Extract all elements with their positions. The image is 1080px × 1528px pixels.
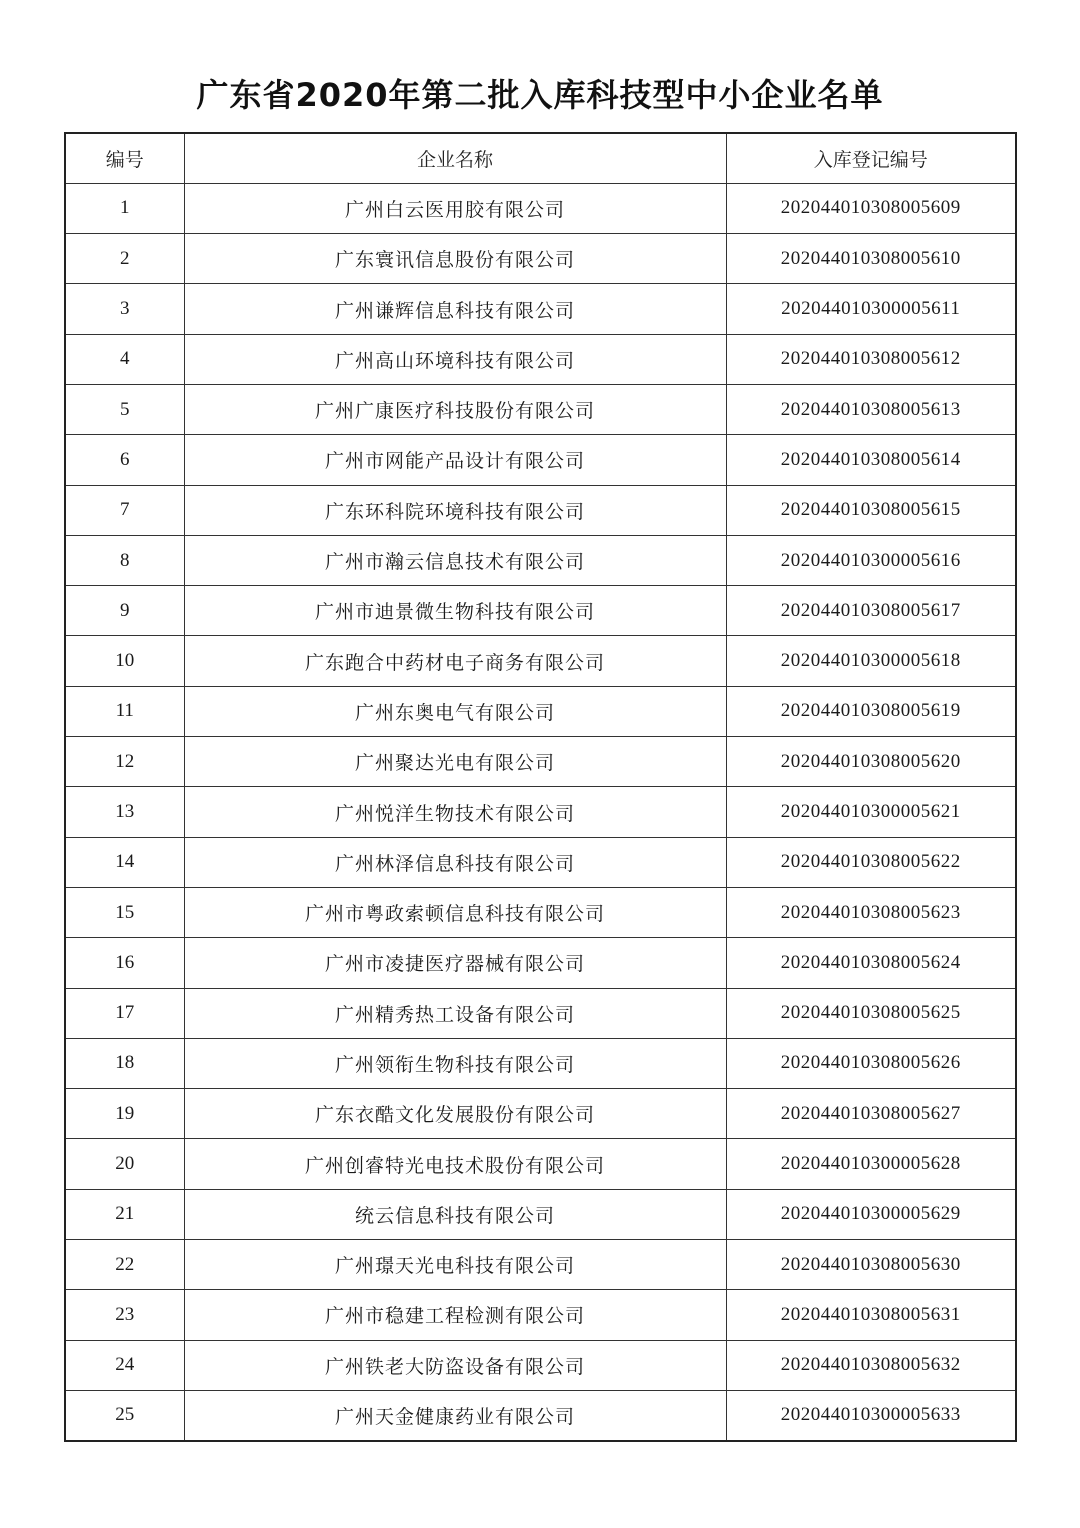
company-name: 广州铁老大防盗设备有限公司 [184, 1340, 726, 1390]
registration-number: 202044010308005624 [726, 938, 1016, 988]
registration-number: 202044010300005628 [726, 1139, 1016, 1189]
registration-number: 202044010308005622 [726, 837, 1016, 887]
table-row [65, 1038, 1016, 1088]
table-row [65, 837, 1016, 887]
registration-number: 202044010300005629 [726, 1189, 1016, 1239]
row-number: 6 [65, 435, 184, 485]
row-number: 24 [65, 1340, 184, 1390]
registration-number: 202044010300005633 [726, 1390, 1016, 1440]
registration-number: 202044010308005609 [726, 183, 1016, 233]
row-number: 12 [65, 737, 184, 787]
company-name: 广州领衔生物科技有限公司 [184, 1038, 726, 1088]
registration-number: 202044010308005615 [726, 485, 1016, 535]
row-number: 3 [65, 284, 184, 334]
table-row [65, 1390, 1016, 1440]
table-body [65, 183, 1016, 1440]
registration-number: 202044010308005630 [726, 1240, 1016, 1290]
row-number: 18 [65, 1038, 184, 1088]
company-name: 广州悦洋生物技术有限公司 [184, 787, 726, 837]
registration-number: 202044010308005631 [726, 1290, 1016, 1340]
row-number: 25 [65, 1390, 184, 1440]
table-row [65, 1340, 1016, 1390]
registration-number: 202044010308005619 [726, 686, 1016, 736]
registration-number: 202044010308005614 [726, 435, 1016, 485]
company-name: 广州天金健康药业有限公司 [184, 1390, 726, 1440]
row-number: 15 [65, 887, 184, 937]
table-row [65, 938, 1016, 988]
table-row [65, 535, 1016, 585]
row-number: 8 [65, 535, 184, 585]
company-name: 广州林泽信息科技有限公司 [184, 837, 726, 887]
company-name: 广州高山环境科技有限公司 [184, 334, 726, 384]
company-name: 广东跑合中药材电子商务有限公司 [184, 636, 726, 686]
company-name: 广东寰讯信息股份有限公司 [184, 234, 726, 284]
row-number: 20 [65, 1139, 184, 1189]
registration-number: 202044010308005612 [726, 334, 1016, 384]
company-name: 广州市凌捷医疗器械有限公司 [184, 938, 726, 988]
registration-number: 202044010308005627 [726, 1089, 1016, 1139]
header-number: 编号 [65, 133, 184, 183]
company-name: 广州聚达光电有限公司 [184, 737, 726, 787]
row-number: 14 [65, 837, 184, 887]
company-name: 广州市粤政索顿信息科技有限公司 [184, 887, 726, 937]
table-row [65, 686, 1016, 736]
table-row [65, 1240, 1016, 1290]
company-name: 广东环科院环境科技有限公司 [184, 485, 726, 535]
row-number: 4 [65, 334, 184, 384]
company-name: 广州谦辉信息科技有限公司 [184, 284, 726, 334]
enterprise-table [64, 132, 1017, 1442]
table-row [65, 988, 1016, 1038]
row-number: 19 [65, 1089, 184, 1139]
row-number: 23 [65, 1290, 184, 1340]
registration-number: 202044010308005625 [726, 988, 1016, 1038]
company-name: 广州璟天光电科技有限公司 [184, 1240, 726, 1290]
registration-number: 202044010308005626 [726, 1038, 1016, 1088]
table-row [65, 737, 1016, 787]
registration-number: 202044010308005610 [726, 234, 1016, 284]
row-number: 7 [65, 485, 184, 535]
header-registration-number: 入库登记编号 [726, 133, 1016, 183]
table-row [65, 1189, 1016, 1239]
table-row [65, 435, 1016, 485]
company-name: 广州东奥电气有限公司 [184, 686, 726, 736]
company-name: 广州白云医用胶有限公司 [184, 183, 726, 233]
table-row [65, 787, 1016, 837]
row-number: 1 [65, 183, 184, 233]
company-name: 统云信息科技有限公司 [184, 1189, 726, 1239]
company-name: 广东衣酷文化发展股份有限公司 [184, 1089, 726, 1139]
row-number: 17 [65, 988, 184, 1038]
table-row [65, 1139, 1016, 1189]
table-row [65, 636, 1016, 686]
table-row [65, 284, 1016, 334]
row-number: 9 [65, 586, 184, 636]
table-row [65, 183, 1016, 233]
table-row [65, 1290, 1016, 1340]
company-name: 广州广康医疗科技股份有限公司 [184, 384, 726, 434]
row-number: 2 [65, 234, 184, 284]
table-row [65, 334, 1016, 384]
header-company-name: 企业名称 [184, 133, 726, 183]
registration-number: 202044010308005613 [726, 384, 1016, 434]
company-name: 广州市迪景微生物科技有限公司 [184, 586, 726, 636]
registration-number: 202044010308005632 [726, 1340, 1016, 1390]
table-row [65, 1089, 1016, 1139]
registration-number: 202044010308005617 [726, 586, 1016, 636]
company-name: 广州市网能产品设计有限公司 [184, 435, 726, 485]
row-number: 22 [65, 1240, 184, 1290]
row-number: 11 [65, 686, 184, 736]
row-number: 10 [65, 636, 184, 686]
row-number: 16 [65, 938, 184, 988]
registration-number: 202044010308005623 [726, 887, 1016, 937]
company-name: 广州精秀热工设备有限公司 [184, 988, 726, 1038]
company-name: 广州创睿特光电技术股份有限公司 [184, 1139, 726, 1189]
registration-number: 202044010308005620 [726, 737, 1016, 787]
registration-number: 202044010300005616 [726, 535, 1016, 585]
table-row [65, 586, 1016, 636]
registration-number: 202044010300005621 [726, 787, 1016, 837]
company-name: 广州市稳建工程检测有限公司 [184, 1290, 726, 1340]
company-name: 广州市瀚云信息技术有限公司 [184, 535, 726, 585]
table-header-row [65, 133, 1016, 183]
document-title: 广东省2020年第二批入库科技型中小企业名单 [196, 76, 884, 114]
row-number: 5 [65, 384, 184, 434]
row-number: 21 [65, 1189, 184, 1239]
table-row [65, 384, 1016, 434]
registration-number: 202044010300005611 [726, 284, 1016, 334]
table-row [65, 234, 1016, 284]
table-row [65, 485, 1016, 535]
row-number: 13 [65, 787, 184, 837]
table-row [65, 887, 1016, 937]
registration-number: 202044010300005618 [726, 636, 1016, 686]
